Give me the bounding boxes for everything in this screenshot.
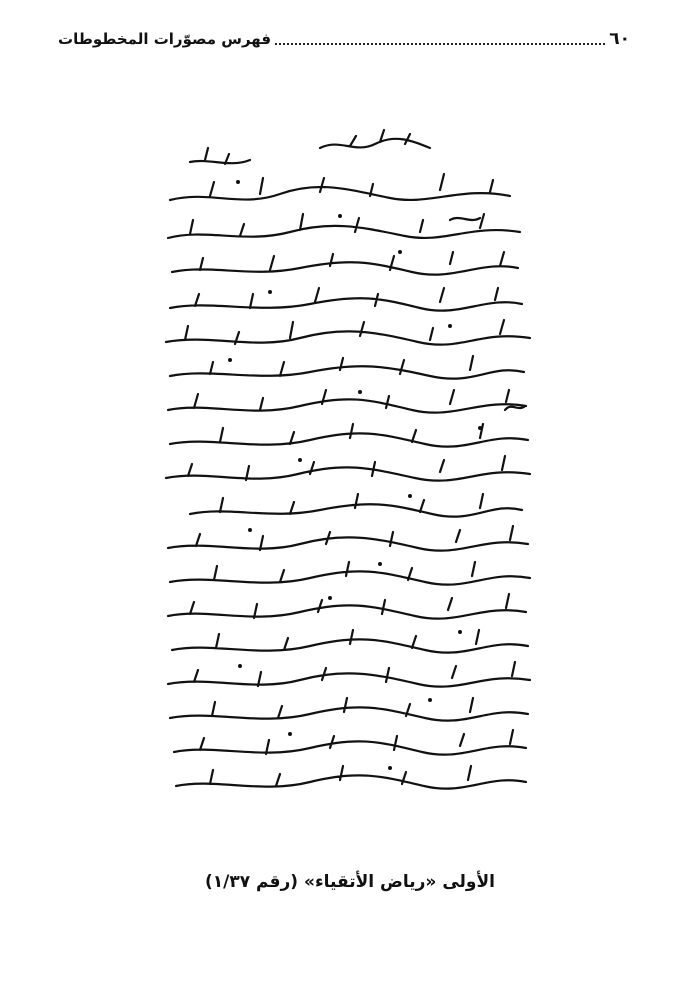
manuscript-image: [150, 120, 550, 850]
running-header-title: فهرس مصوّرات المخطوطات: [58, 30, 272, 48]
page-number: ٦٠: [609, 29, 630, 49]
figure-caption: الأولى «رياض الأتقياء» (رقم ١/٣٧): [205, 872, 495, 892]
manuscript-opening-line: [150, 120, 550, 850]
leader-dots: [275, 41, 605, 45]
running-header: [58, 26, 630, 52]
